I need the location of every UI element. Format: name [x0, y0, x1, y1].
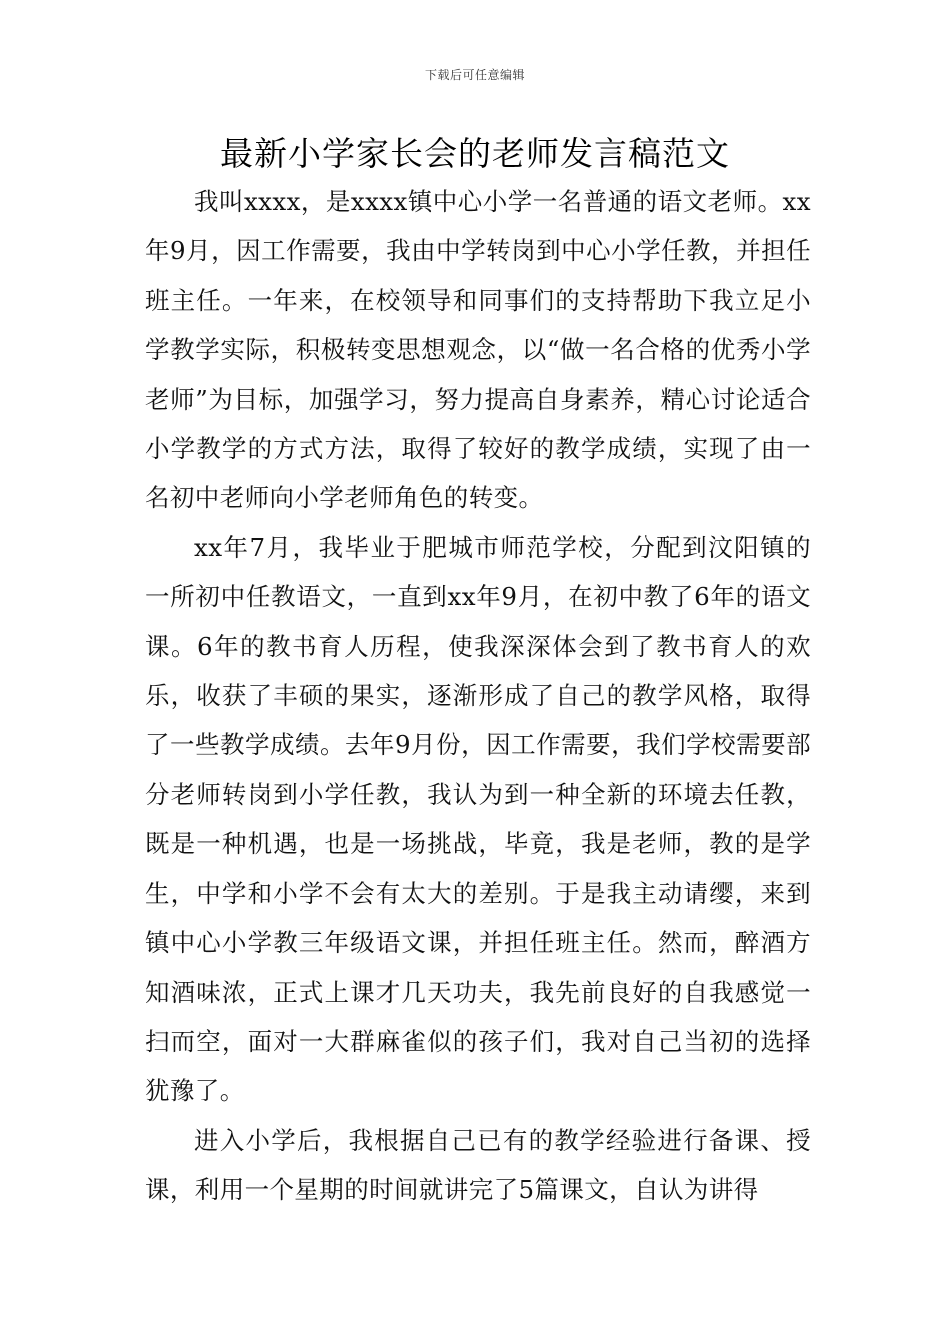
paragraph-2: xx年7月，我毕业于肥城市师范学校，分配到汶阳镇的一所初中任教语文，一直到xx年9月，在初中教了6年的语文课。6年的教书育人历程，使我深深体会到了教书育人的欢乐，收获了丰硕的果实，逐渐形成了自己的教学风格，取得了一些教学成绩。去年9月份，因工作需要，我们学校需要部分老师转岗到小学任教，我认为到一种全新的环境去任教，既是一种机遇，也是一场挑战，毕竟，我是老师，教的是学生，中学和小学不会有太大的差别。于是我主动请缨，来到镇中心小学教三年级语文课，并担任班主任。然而，醉酒方知酒味浓，正式上课才几天功夫，我先前良好的自我感觉一扫而空，面对一大群麻雀似的孩子们，我对自己当初的选择犹豫了。 [145, 532, 811, 1106]
document-body [145, 177, 811, 1215]
document-title: 最新小学家长会的老师发言稿范文 [220, 134, 730, 173]
paragraph-3: 进入小学后，我根据自己已有的教学经验进行备课、授课，利用一个星期的时间就讲完了5篇课文，自认为讲得 [145, 1125, 811, 1205]
paragraph-1: 我叫xxxx，是xxxx镇中心小学一名普通的语文老师。xx年9月，因工作需要，我由中学转岗到中心小学任教，并担任班主任。一年来，在校领导和同事们的支持帮助下我立足小学教学实际，积极转变思想观念，以“做一名合格的优秀小学老师”为目标，加强学习，努力提高自身素养，精心讨论适合小学教学的方式方法，取得了较好的教学成绩，实现了由一名初中老师向小学老师角色的转变。 [145, 187, 811, 513]
header-note: 下载后可任意编辑 [424, 68, 525, 82]
